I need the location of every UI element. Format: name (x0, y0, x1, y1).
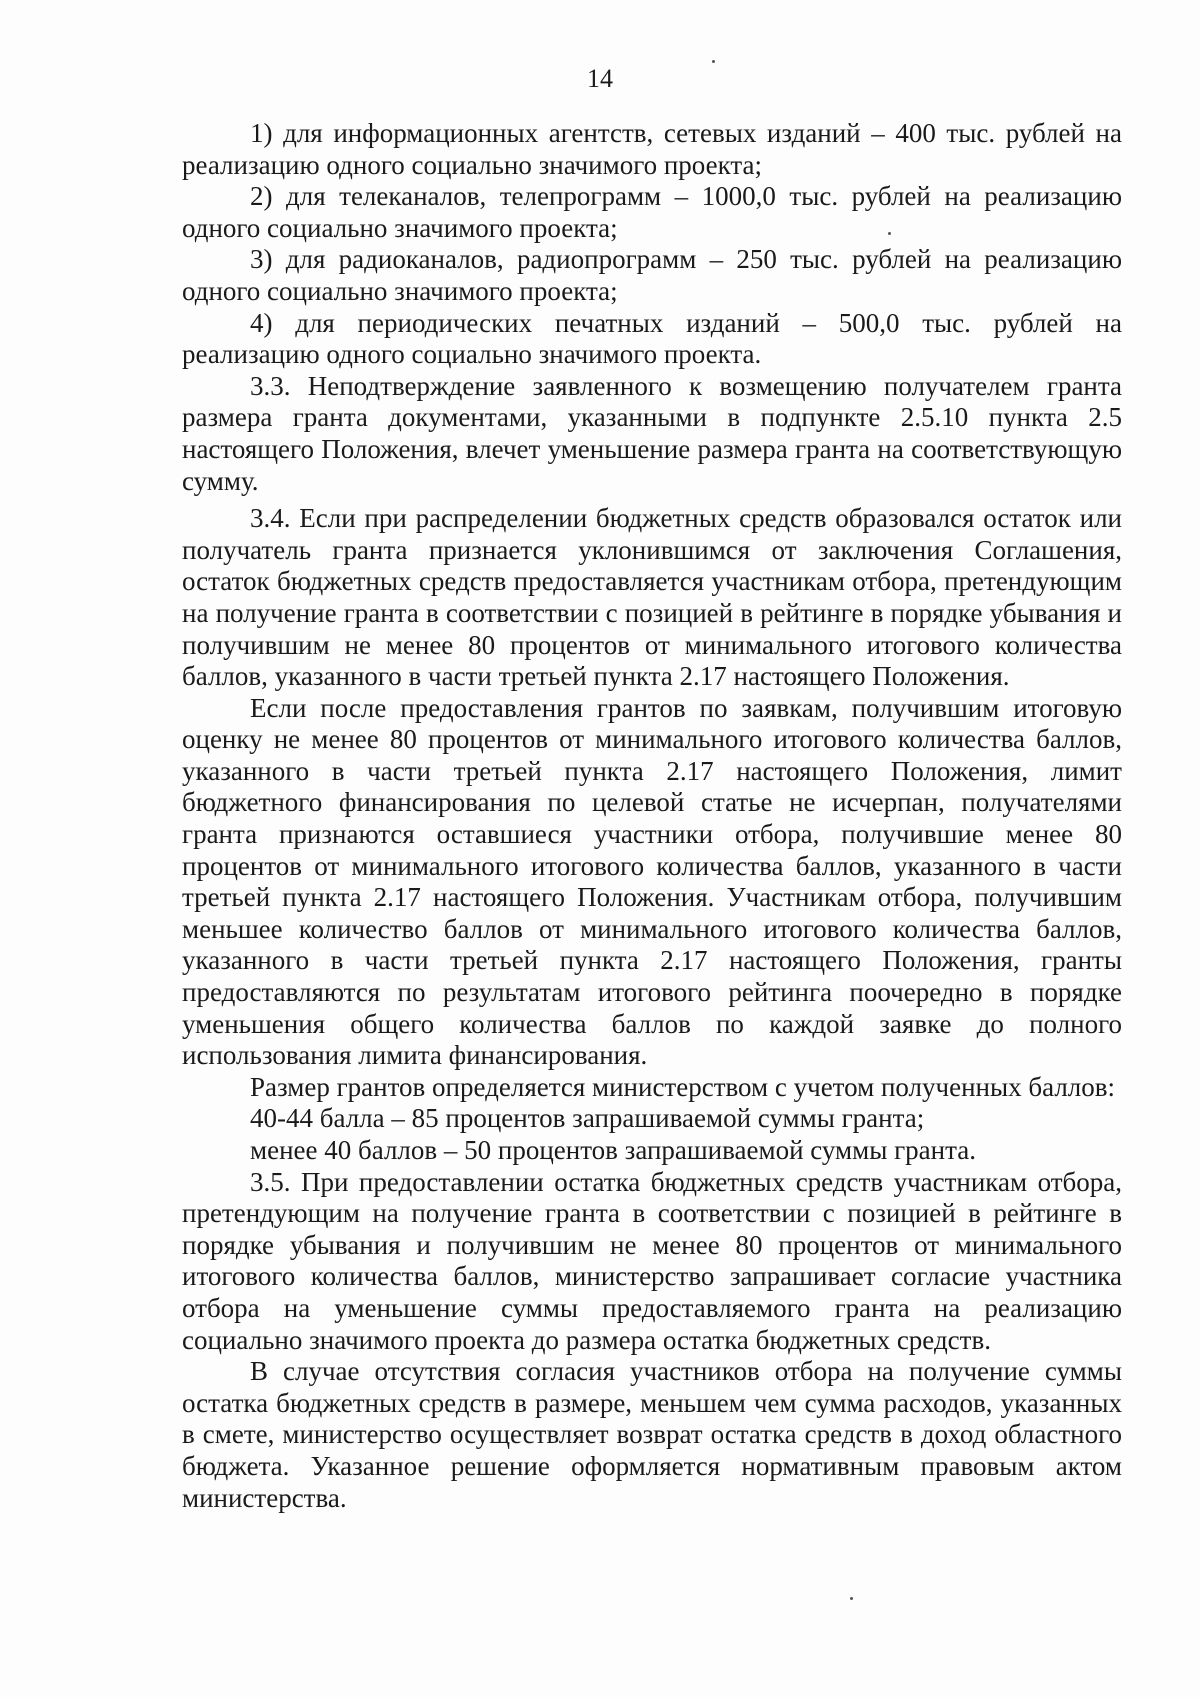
paragraph-no-consent: В случае отсутствия согласия участников отбора на получение суммы остатка бюджетных средств в размере, меньшем чем сумма расходов, указанных в смете, министерство осуществляет возврат остатка средств в доход областного бюджета. Указанное решение оформляется нормативным правовым актом министерства. (182, 1356, 1122, 1513)
paragraph-grant-size-40-44: 40-44 балла – 85 процентов запрашиваемой суммы гранта; (250, 1103, 925, 1134)
page-number: 14 (587, 64, 613, 93)
paragraph-3-4: 3.4. Если при распределении бюджетных средств образовался остаток или получатель гранта признается уклонившимся от заключения Соглашения, остаток бюджетных средств предоставляется участникам отбора, претендующим на получение гранта в соответствии с позицией в рейтинге в порядке убывания и получившим не менее 80 процентов от минимального итогового количества баллов, указанного в части третьей пункта 2.17 настоящего Положения. (182, 503, 1122, 692)
paragraph-item-3: 3) для радиоканалов, радиопрограмм – 250 тыс. рублей на реализацию одного социально значимого проекта; (182, 244, 1122, 306)
body-text (182, 118, 1122, 1514)
paragraph-item-4: 4) для периодических печатных изданий – 500,0 тыс. рублей на реализацию одного социально значимого проекта. (182, 307, 1122, 370)
paragraph-item-1: 1) для информационных агентств, сетевых изданий – 400 тыс. рублей на реализацию одного социально значимого проекта; (182, 118, 1122, 180)
paragraph-item-2: 2) для телеканалов, телепрограмм – 1000,0 тыс. рублей на реализацию одного социально значимого проекта; (182, 181, 1122, 243)
paragraph-grant-size-below-40: менее 40 баллов – 50 процентов запрашиваемой суммы гранта. (250, 1135, 976, 1165)
paragraph-grant-size: Размер грантов определяется министерством с учетом полученных баллов: (250, 1071, 1116, 1102)
scan-speck (850, 1597, 853, 1600)
scan-speck (712, 60, 715, 63)
paragraph-3-3: 3.3. Неподтверждение заявленного к возмещению получателем гранта размера гранта документами, указанными в подпункте 2.5.10 пункта 2.5 настоящего Положения, влечет уменьшение размера гранта на соответствующую сумму. (182, 370, 1122, 496)
paragraph-3-5: 3.5. При предоставлении остатка бюджетных средств участникам отбора, претендующим на получение гранта в соответствии с позицией в рейтинге в порядке убывания и получившим не менее 80 процентов от минимального итогового количества баллов, министерство запрашивает согласие участника отбора на уменьшение суммы предоставляемого гранта на реализацию социально значимого проекта до размера остатка бюджетных средств. (182, 1166, 1122, 1355)
paragraph-remaining-limit: Если после предоставления грантов по заявкам, получившим итоговую оценку не менее 80 процентов от минимального итогового количества баллов, указанного в части третьей пункта 2.17 настоящего Положения, лимит бюджетного финансирования по целевой статье не исчерпан, получателями гранта признаются оставшиеся участники отбора, получившие менее 80 процентов от минимального итогового количества баллов, указанного в части третьей пункта 2.17 настоящего Положения. Участникам отбора, получившим меньшее количество баллов от минимального итогового количества баллов, указанного в части третьей пункта 2.17 настоящего Положения, гранты предоставляются по результатам итогового рейтинга поочередно в порядке уменьшения общего количества баллов по каждой заявке до полного использования лимита финансирования. (182, 692, 1122, 1071)
